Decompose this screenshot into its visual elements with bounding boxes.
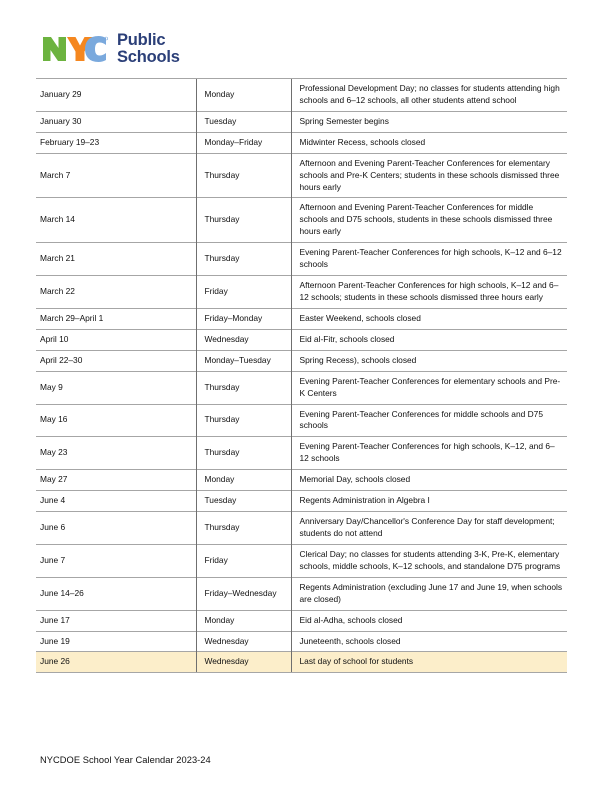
cell-date: January 29 <box>36 79 196 112</box>
calendar-table-container <box>36 78 567 673</box>
table-row <box>36 132 567 153</box>
table-row <box>36 153 567 198</box>
cell-day: Monday <box>196 610 291 631</box>
cell-description: Clerical Day; no classes for students attending 3-K, Pre-K, elementary schools, middle schools, K–12 schools, and standalone D75 programs <box>291 544 567 577</box>
table-row <box>36 79 567 112</box>
cell-date: April 22–30 <box>36 350 196 371</box>
cell-description: Regents Administration in Algebra I <box>291 491 567 512</box>
table-row <box>36 631 567 652</box>
cell-day: Thursday <box>196 437 291 470</box>
cell-date: February 19–23 <box>36 132 196 153</box>
cell-day: Monday–Tuesday <box>196 350 291 371</box>
logo-wordmark-line2: Schools <box>117 47 180 66</box>
cell-day: Thursday <box>196 198 291 243</box>
cell-date: May 23 <box>36 437 196 470</box>
calendar-table <box>36 78 567 673</box>
cell-description: Midwinter Recess, schools closed <box>291 132 567 153</box>
cell-day: Wednesday <box>196 329 291 350</box>
cell-date: June 17 <box>36 610 196 631</box>
cell-description: Easter Weekend, schools closed <box>291 308 567 329</box>
nyc-logo-wordmark <box>117 32 180 67</box>
cell-day: Tuesday <box>196 491 291 512</box>
cell-date: March 22 <box>36 276 196 309</box>
cell-date: May 16 <box>36 404 196 437</box>
cell-description: Afternoon Parent-Teacher Conferences for high schools, K–12 and 6–12 schools; students in these schools dismissed three hours early <box>291 276 567 309</box>
cell-day: Monday <box>196 79 291 112</box>
cell-description: Spring Semester begins <box>291 111 567 132</box>
cell-date: January 30 <box>36 111 196 132</box>
cell-day: Wednesday <box>196 631 291 652</box>
cell-description: Evening Parent-Teacher Conferences for middle schools and D75 schools <box>291 404 567 437</box>
cell-date: May 9 <box>36 371 196 404</box>
cell-day: Monday <box>196 470 291 491</box>
cell-day: Thursday <box>196 243 291 276</box>
cell-description: Evening Parent-Teacher Conferences for high schools, K–12, and 6–12 schools <box>291 437 567 470</box>
calendar-table-body <box>36 79 567 673</box>
cell-day: Monday–Friday <box>196 132 291 153</box>
cell-description: Evening Parent-Teacher Conferences for high schools, K–12 and 6–12 schools <box>291 243 567 276</box>
cell-description: Memorial Day, schools closed <box>291 470 567 491</box>
table-row <box>36 512 567 545</box>
cell-description: Regents Administration (excluding June 17 and June 19, when schools are closed) <box>291 577 567 610</box>
cell-description: Anniversary Day/Chancellor's Conference Day for staff development; students do not attend <box>291 512 567 545</box>
table-row <box>36 544 567 577</box>
cell-date: June 6 <box>36 512 196 545</box>
cell-date: June 4 <box>36 491 196 512</box>
cell-day: Tuesday <box>196 111 291 132</box>
cell-description: Professional Development Day; no classes for students attending high schools and 6–12 schools, all other students attend school <box>291 79 567 112</box>
cell-day: Thursday <box>196 153 291 198</box>
cell-description: Spring Recess), schools closed <box>291 350 567 371</box>
cell-description: Evening Parent-Teacher Conferences for elementary schools and Pre-K Centers <box>291 371 567 404</box>
cell-day: Thursday <box>196 371 291 404</box>
table-row <box>36 350 567 371</box>
cell-day: Wednesday <box>196 652 291 673</box>
cell-day: Friday <box>196 544 291 577</box>
page-footer: NYCDOE School Year Calendar 2023-24 <box>40 755 211 765</box>
table-row <box>36 111 567 132</box>
cell-date: June 7 <box>36 544 196 577</box>
cell-day: Friday–Monday <box>196 308 291 329</box>
nyc-public-schools-logo <box>42 28 180 70</box>
cell-day: Friday <box>196 276 291 309</box>
cell-date: March 14 <box>36 198 196 243</box>
table-row <box>36 308 567 329</box>
cell-date: March 21 <box>36 243 196 276</box>
cell-date: March 29–April 1 <box>36 308 196 329</box>
cell-description: Afternoon and Evening Parent-Teacher Conferences for middle schools and D75 schools, students in these schools dismissed three hours early <box>291 198 567 243</box>
table-row <box>36 577 567 610</box>
table-row <box>36 610 567 631</box>
logo-wordmark-line1: Public <box>117 30 166 49</box>
cell-date: June 19 <box>36 631 196 652</box>
cell-date: May 27 <box>36 470 196 491</box>
cell-day: Thursday <box>196 512 291 545</box>
table-row <box>36 491 567 512</box>
cell-description: Afternoon and Evening Parent-Teacher Conferences for elementary schools and Pre-K Centers; students in these schools dismissed three hours early <box>291 153 567 198</box>
cell-day: Thursday <box>196 404 291 437</box>
cell-description: Juneteenth, schools closed <box>291 631 567 652</box>
cell-date: June 14–26 <box>36 577 196 610</box>
table-row <box>36 652 567 673</box>
cell-description: Last day of school for students <box>291 652 567 673</box>
table-row <box>36 243 567 276</box>
cell-description: Eid al-Adha, schools closed <box>291 610 567 631</box>
cell-description: Eid al-Fitr, schools closed <box>291 329 567 350</box>
cell-date: April 10 <box>36 329 196 350</box>
table-row <box>36 437 567 470</box>
cell-day: Friday–Wednesday <box>196 577 291 610</box>
cell-date: June 26 <box>36 652 196 673</box>
nyc-logo-mark-icon <box>42 35 108 63</box>
table-row <box>36 371 567 404</box>
table-row <box>36 329 567 350</box>
table-row <box>36 404 567 437</box>
table-row <box>36 470 567 491</box>
table-row <box>36 276 567 309</box>
table-row <box>36 198 567 243</box>
cell-date: March 7 <box>36 153 196 198</box>
